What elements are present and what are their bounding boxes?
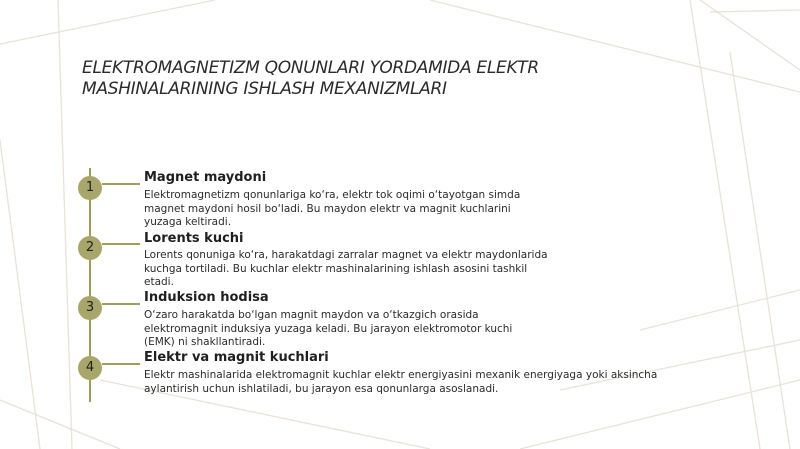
step-number-badge: 4 — [78, 356, 102, 380]
step-description: O‘zaro harakatda bo‘lgan magnit maydon va o‘tkazgich orasida elektromagnit induksiya yuzaga keladi. Bu jarayon elektromotor kuchi (EMK) ni shakllantiradi. — [144, 309, 513, 348]
step-heading: Lorents kuchi — [144, 231, 244, 246]
step-connector — [102, 363, 140, 365]
step-heading: Magnet maydoni — [144, 170, 267, 185]
step-number-badge: 2 — [78, 236, 102, 260]
step-connector — [102, 243, 140, 245]
step-description: Elektr mashinalarida elektromagnit kuchlar elektr energiyasini mexanik energiyaga yoki aksincha aylantirish uchun ishlatiladi, bu jarayon esa qonunlarga asoslanadi. — [144, 369, 658, 395]
step-description: Lorents qonuniga ko‘ra, harakatdagi zarralar magnet va elektr maydonlarida kuchga tortiladi. Bu kuchlar elektr mashinalarining ishlash asosini tashkil etadi. — [144, 249, 548, 288]
step-connector — [102, 303, 140, 305]
step-description: Elektromagnetizm qonunlariga ko‘ra, elektr tok oqimi o‘tayotgan simda magnet maydoni hosil bo‘ladi. Bu maydon elektr va magnit kuchlarini yuzaga keltiradi. — [144, 189, 521, 228]
step-heading: Elektr va magnit kuchlari — [144, 350, 329, 365]
step-number-badge: 1 — [78, 176, 102, 200]
page-title: ELEKTROMAGNETIZM QONUNLARI YORDAMIDA ELEKTR MASHINALARINING ISHLASH MEXANIZMLARI — [82, 58, 539, 99]
step-connector — [102, 183, 140, 185]
step-number-badge: 3 — [78, 296, 102, 320]
step-heading: Induksion hodisa — [144, 290, 269, 305]
